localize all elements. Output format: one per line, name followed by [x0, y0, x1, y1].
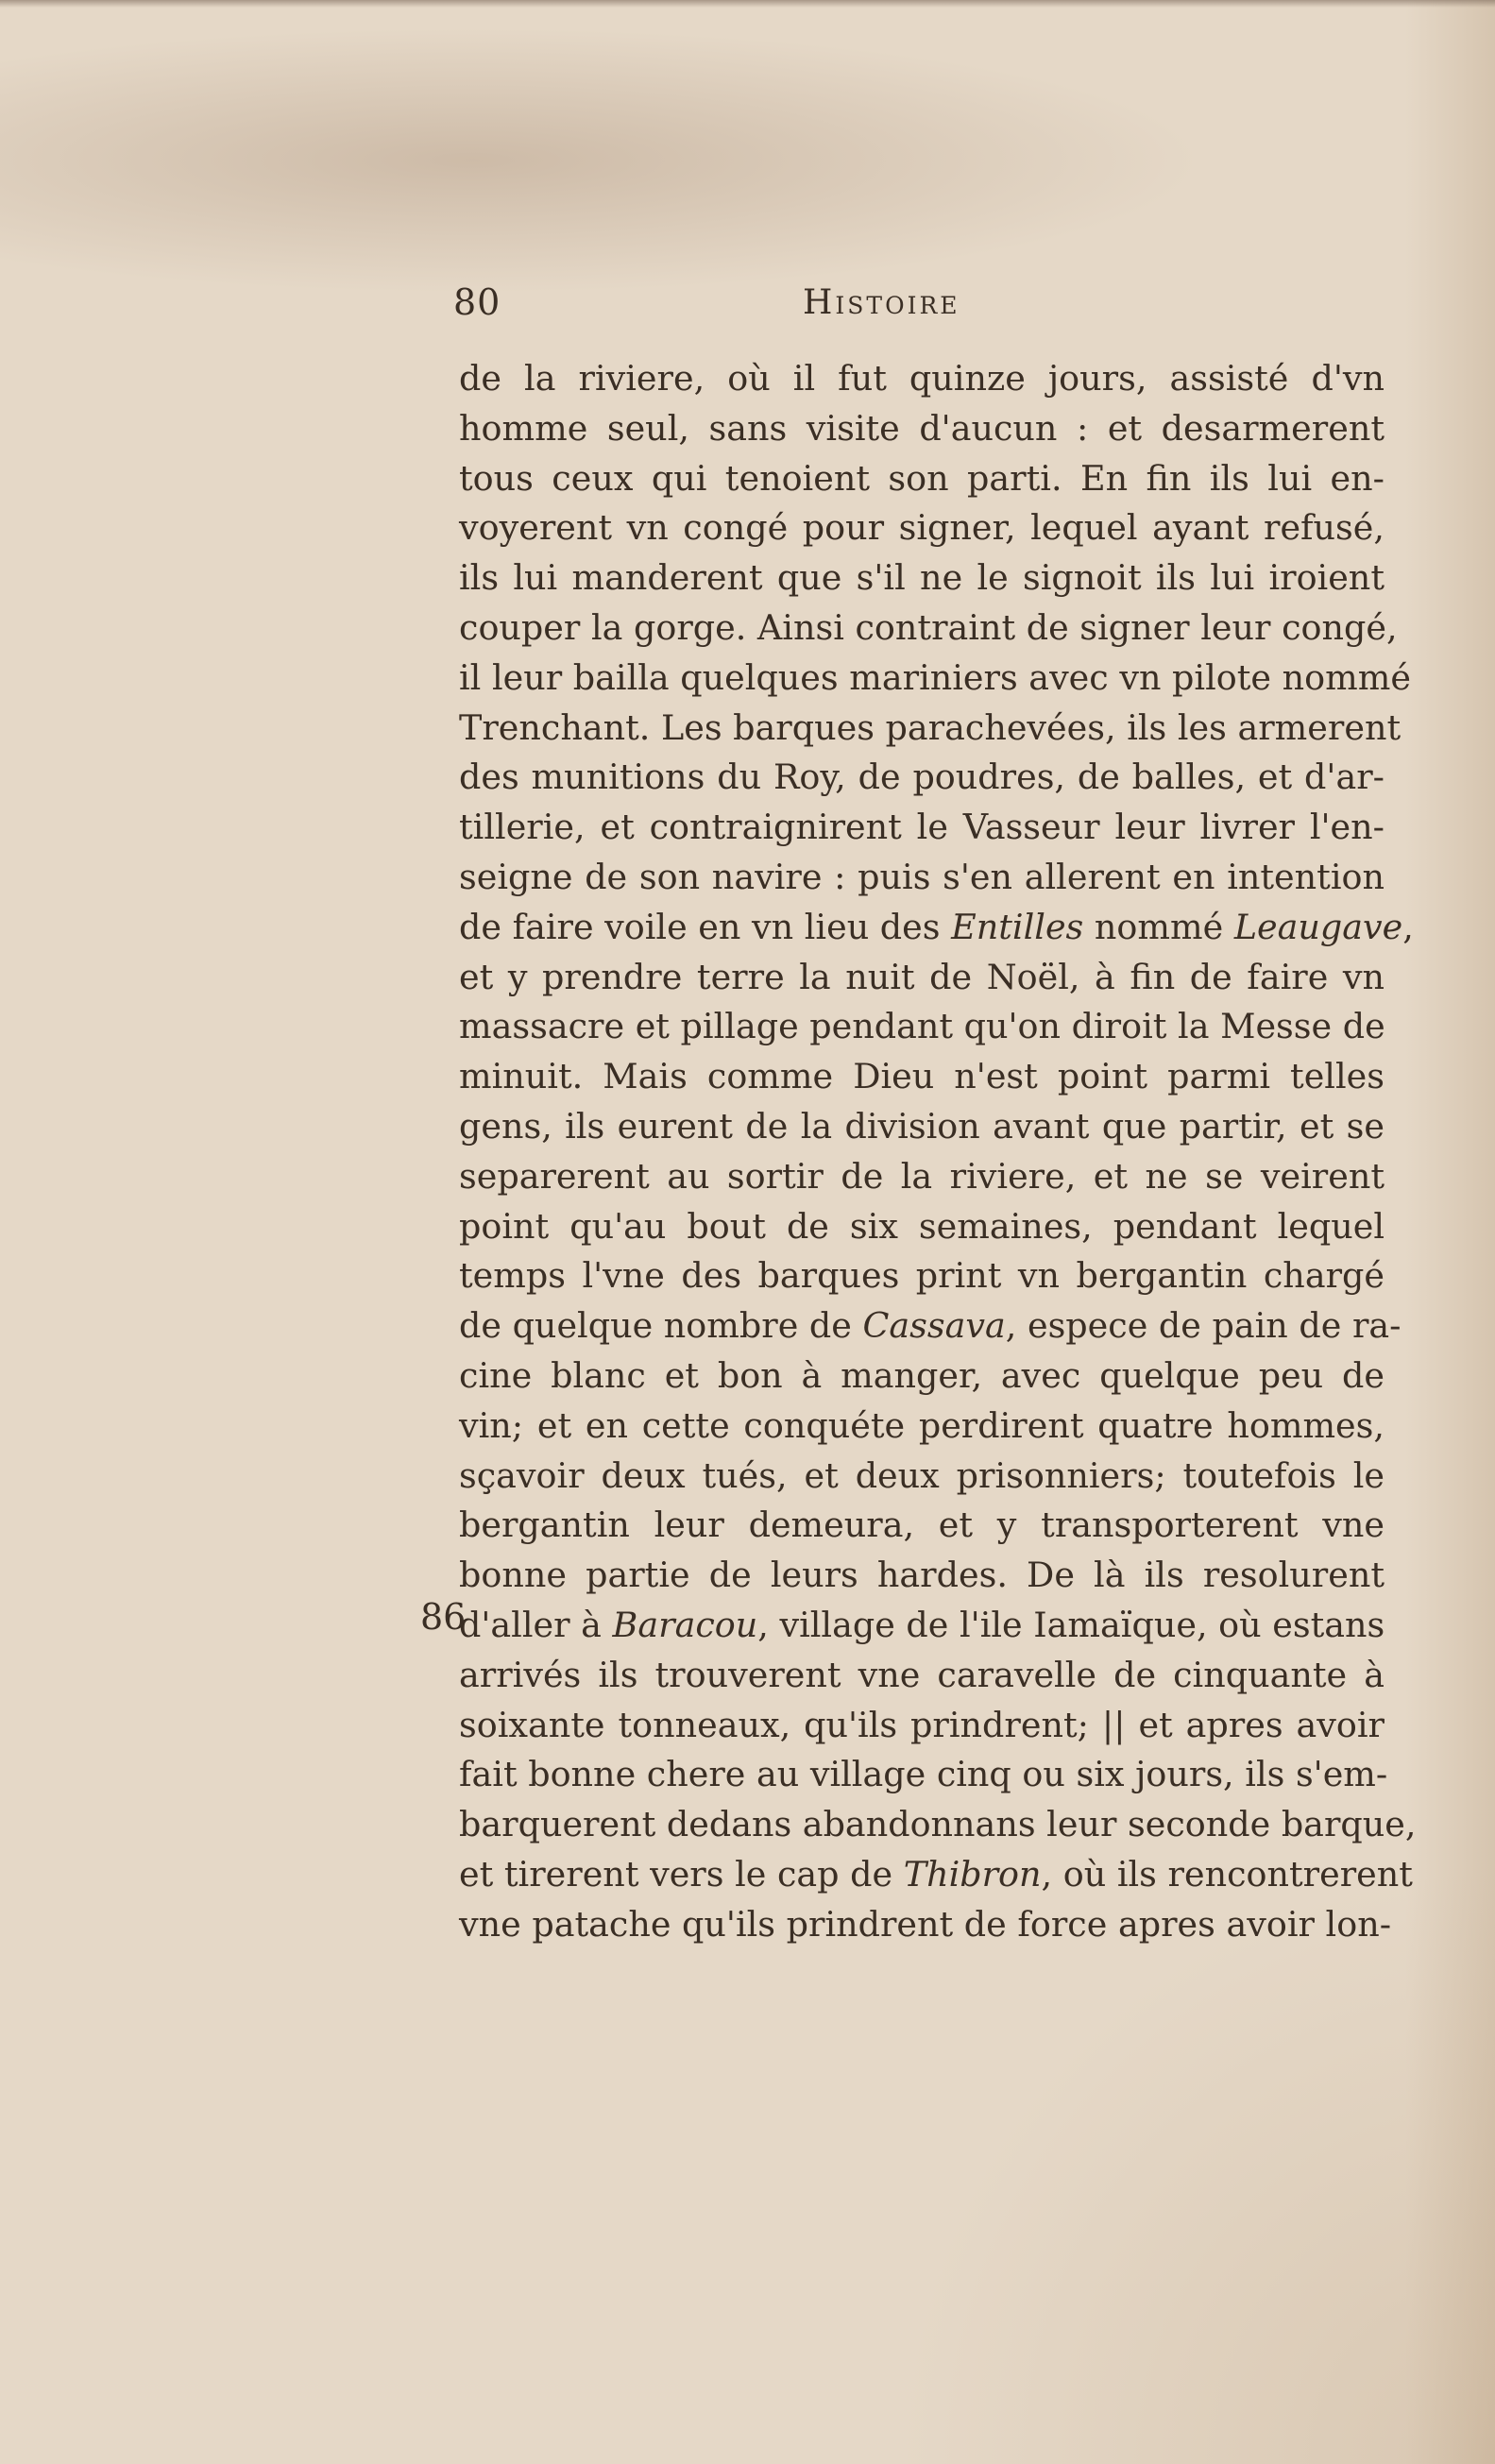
italic-term: Thibron: [903, 1853, 1042, 1895]
text-line: [459, 1202, 1385, 1252]
text-line: [459, 803, 1385, 853]
text-line: [459, 1402, 1385, 1452]
text-line: [459, 1501, 1385, 1551]
text-segment: ils lui manderent que s'il ne le signoit ils lui iroient: [459, 557, 1385, 599]
italic-term: Entilles: [951, 906, 1084, 947]
text-segment: , village de l'ile Iamaïque, où estans: [757, 1604, 1385, 1645]
text-line: [459, 1052, 1385, 1102]
italic-term: Baracou: [612, 1604, 758, 1645]
text-segment: barquerent dedans abandonnans leur seconde barque,: [459, 1804, 1417, 1845]
text-line: [459, 1301, 1402, 1351]
text-segment: seigne de son navire : puis s'en allerent en intention: [459, 856, 1385, 897]
text-line: [459, 1251, 1385, 1301]
text-segment: de la riviere, où il fut quinze jours, assisté d'vn: [459, 358, 1385, 399]
text-line: [459, 1601, 1385, 1651]
text-line: [459, 654, 1411, 704]
text-segment: minuit. Mais comme Dieu n'est point parmi telles: [459, 1056, 1385, 1097]
text-segment: Trenchant. Les barques parachevées, ils les armerent: [459, 706, 1402, 748]
text-segment: il leur bailla quelques mariniers avec vn pilote nommé: [459, 656, 1411, 698]
text-segment: et y prendre terre la nuit de Noël, à fin de faire vn: [459, 956, 1385, 997]
text-segment: des munitions du Roy, de poudres, de balles, et d'ar-: [459, 756, 1385, 798]
text-segment: ,: [1402, 906, 1414, 947]
text-line: [459, 1002, 1385, 1052]
text-segment: couper la gorge. Ainsi contraint de signer leur congé,: [459, 606, 1398, 648]
text-line: [459, 1452, 1385, 1502]
text-segment: , où ils rencontrerent: [1041, 1853, 1413, 1895]
text-segment: point qu'au bout de six semaines, pendant lequel: [459, 1205, 1385, 1247]
text-segment: d'aller à: [459, 1604, 613, 1645]
margin-line-number: 86: [420, 1596, 467, 1638]
text-line: [459, 1750, 1388, 1800]
page-top-shadow: [0, 0, 1495, 8]
text-line: [459, 553, 1385, 603]
page-header: [453, 281, 1384, 338]
text-segment: separerent au sortir de la riviere, et ne se veirent: [459, 1155, 1385, 1197]
text-line: [459, 1701, 1385, 1751]
text-segment: gens, ils eurent de la division avant que partir, et se: [459, 1105, 1385, 1147]
text-line: [459, 903, 1414, 953]
text-line: [459, 404, 1385, 454]
text-segment: tous ceux qui tenoient son parti. En fin ils lui en-: [459, 457, 1385, 499]
text-segment: de quelque nombre de: [459, 1305, 863, 1347]
text-line: [459, 1900, 1392, 1950]
text-line: [459, 1651, 1385, 1701]
text-line: [459, 1850, 1413, 1900]
text-line: [459, 1351, 1385, 1402]
text-line: [459, 454, 1385, 504]
text-line: [459, 1102, 1385, 1152]
text-line: [459, 953, 1385, 1003]
text-line: [459, 354, 1385, 404]
body-text: [459, 354, 1417, 1950]
text-segment: , espece de pain de ra-: [1005, 1305, 1402, 1347]
text-line: [459, 753, 1385, 803]
italic-term: Leaugave: [1233, 906, 1403, 947]
text-segment: vne patache qu'ils prindrent de force apres avoir lon-: [459, 1903, 1392, 1945]
text-line: [459, 1551, 1385, 1601]
text-line: [459, 1800, 1417, 1850]
text-segment: et tirerent vers le cap de: [459, 1853, 904, 1895]
running-title: Histoire: [803, 283, 960, 322]
text-line: [459, 1152, 1385, 1202]
text-segment: voyerent vn congé pour signer, lequel ayant refusé,: [459, 507, 1385, 549]
text-segment: tillerie, et contraignirent le Vasseur leur livrer l'en-: [459, 807, 1385, 848]
text-segment: sçavoir deux tués, et deux prisonniers; toutefois le: [459, 1454, 1385, 1496]
text-line: [459, 603, 1398, 654]
text-segment: soixante tonneaux, qu'ils prindrent; || et apres avoir: [459, 1704, 1385, 1745]
page-number: 80: [453, 281, 501, 323]
text-segment: de faire voile en vn lieu des: [459, 906, 952, 947]
text-segment: bonne partie de leurs hardes. De là ils resolurent: [459, 1555, 1385, 1596]
text-line: [459, 853, 1385, 903]
text-segment: bergantin leur demeura, et y transporterent vne: [459, 1504, 1385, 1546]
text-segment: homme seul, sans visite d'aucun : et desarmerent: [459, 407, 1385, 449]
text-segment: massacre et pillage pendant qu'on diroit la Messe de: [459, 1006, 1385, 1047]
text-segment: fait bonne chere au village cinq ou six jours, ils s'em-: [459, 1754, 1388, 1795]
text-segment: temps l'vne des barques print vn bergantin chargé: [459, 1255, 1385, 1297]
text-segment: cine blanc et bon à manger, avec quelque peu de: [459, 1354, 1385, 1396]
text-line: [459, 704, 1402, 754]
text-segment: vin; et en cette conquéte perdirent quatre hommes,: [459, 1404, 1385, 1446]
italic-term: Cassava: [862, 1305, 1006, 1347]
text-segment: arrivés ils trouverent vne caravelle de cinquante à: [459, 1654, 1385, 1695]
text-line: [459, 503, 1385, 553]
text-segment: nommé: [1083, 906, 1234, 947]
